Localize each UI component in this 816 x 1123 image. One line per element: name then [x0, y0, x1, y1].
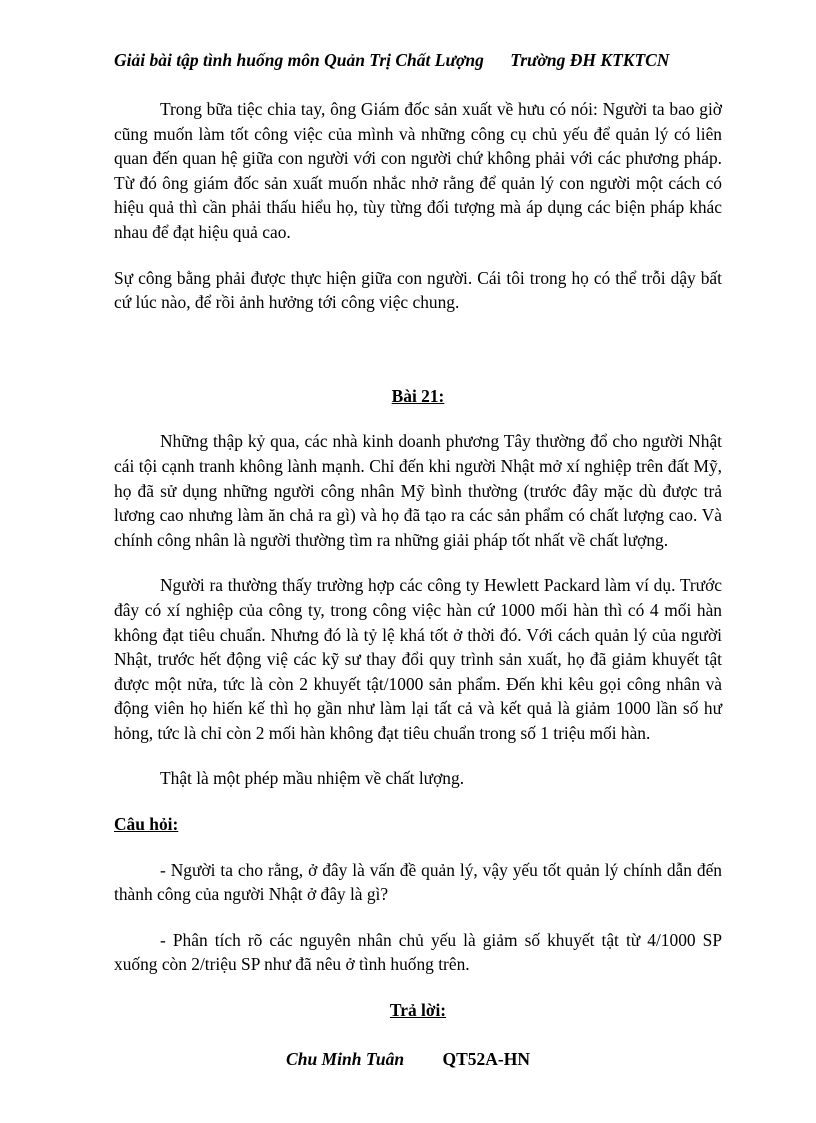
- question-1: - Người ta cho rằng, ở đây là vấn đề quản lý, vậy yếu tốt quản lý chính dẫn đến thành công của người Nhật ở đây là gì?: [114, 859, 722, 905]
- header-title: Giải bài tập tình huống môn Quản Trị Chất Lượng: [114, 50, 484, 70]
- intro-paragraph-1: Trong bữa tiệc chia tay, ông Giám đốc sản xuất về hưu có nói: Người ta bao giờ cũng muốn làm tốt công việc của mình và những công cụ chủ yếu để quản lý có liên quan đến quan hệ giữa con người với con người chứ không phải với các phương pháp. Từ đó ông giám đốc sản xuất muốn nhắc nhở rằng để quản lý con người một cách có hiệu quả thì cần phải thấu hiểu họ, tùy từng đối tượng mà áp dụng các biện pháp khác nhau để đạt hiệu quả cao.: [114, 99, 722, 242]
- page-header: [114, 50, 714, 71]
- question-2: - Phân tích rõ các nguyên nhân chủ yếu là giảm số khuyết tật từ 4/1000 SP xuống còn 2/triệu SP như đã nêu ở tình huống trên.: [114, 929, 722, 975]
- document-body: [114, 97, 722, 1044]
- footer-class-code: QT52A-HN: [442, 1049, 530, 1069]
- footer-author: Chu Minh Tuân: [286, 1049, 405, 1069]
- questions-label: Câu hỏi:: [114, 814, 179, 835]
- intro-paragraph-2: Sự công bằng phải được thực hiện giữa con người. Cái tôi trong họ có thể trỗi dậy bất cứ lúc nào, để rồi ảnh hưởng tới công việc chung.: [114, 267, 722, 313]
- lesson-paragraph-2: Người ra thường thấy trường hợp các công ty Hewlett Packard làm ví dụ. Trước đây có xí nghiệp của công ty, trong công việc hàn cứ 1000 mối hàn thì có 4 mối hàn không đạt tiêu chuẩn. Nhưng đó là tỷ lệ khá tốt ở thời đó. Với cách quản lý của người Nhật, trước hết động việ các kỹ sư thay đổi quy trình sản xuất, họ đã giảm khuyết tật được một nửa, tức là còn 2 khuyết tật/1000 sản phẩm. Đến khi kêu gọi công nhân và động viên họ hiến kế thì họ gần như làm lại tất cả và kết quả là giảm 1000 lần số hư hỏng, tức là chỉ còn 2 mối hàn không đạt tiêu chuẩn trong số 1 triệu mối hàn.: [114, 575, 722, 743]
- header-school: Trường ĐH KTKTCN: [510, 50, 670, 70]
- section-spacer: [114, 336, 722, 384]
- answer-label: Trả lời:: [389, 1000, 447, 1021]
- lesson-title: Bài 21:: [391, 385, 445, 406]
- page-footer: [0, 1049, 816, 1070]
- lesson-paragraph-1: Những thập kỷ qua, các nhà kinh doanh phương Tây thường đổ cho người Nhật cái tội cạnh tranh không lành mạnh. Chỉ đến khi người Nhật mở xí nghiệp trên đất Mỹ, họ đã sử dụng những người công nhân Mỹ bình thường (trước đây mặc dù được trả lương cao nhưng làm ăn chả ra gì) và họ đã tạo ra các sản phẩm có chất lượng cao. Và chính công nhân là người thường tìm ra những giải pháp tốt nhất về chất lượng.: [114, 431, 722, 550]
- lesson-paragraph-3: Thật là một phép mầu nhiệm về chất lượng.: [160, 768, 465, 789]
